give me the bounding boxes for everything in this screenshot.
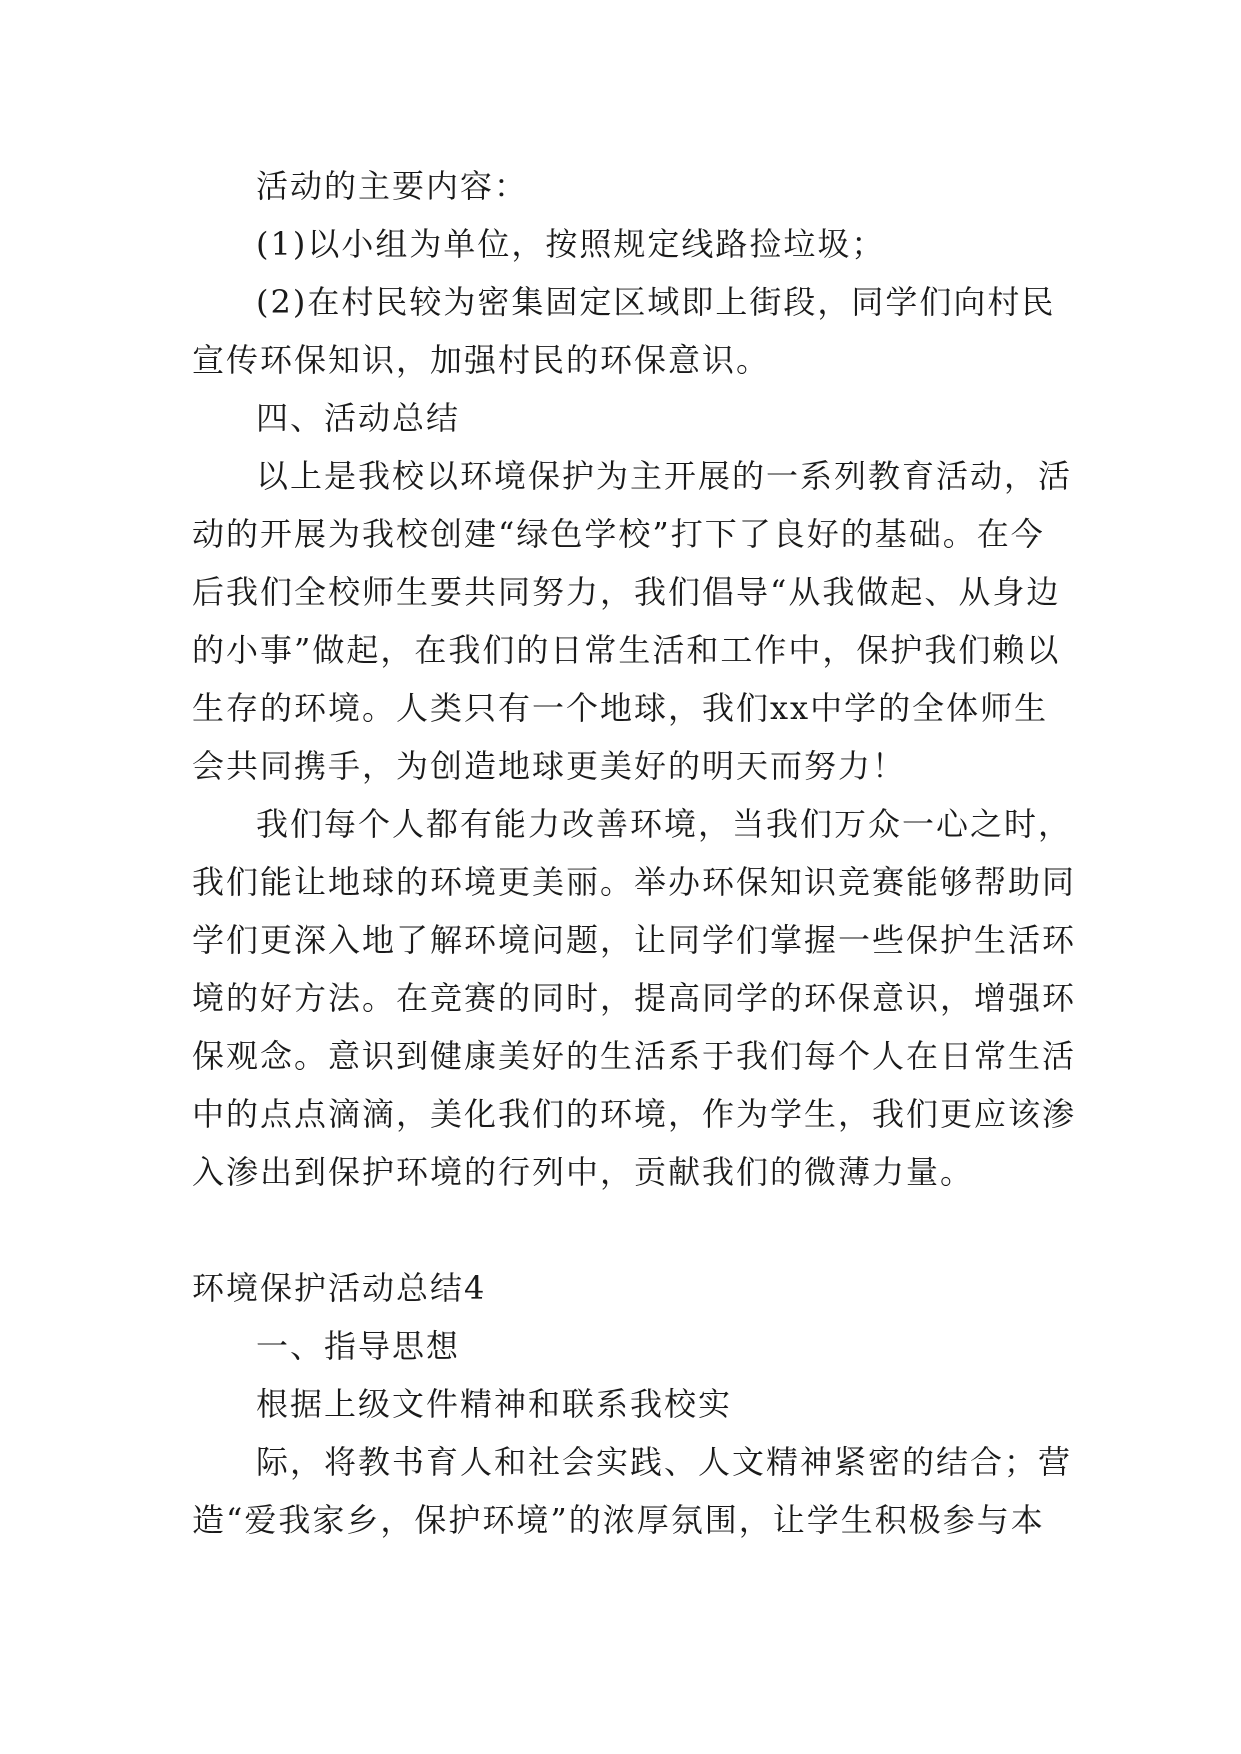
summary-paragraph-2-line-7: 入渗出到保护环境的行列中，贡献我们的微薄力量。: [192, 1153, 975, 1191]
article-title: 环境保护活动总结4: [192, 1269, 487, 1307]
guiding-paragraph-2-line-1: 际，将教书育人和社会实践、人文精神紧密的结合；营: [256, 1443, 1073, 1481]
summary-paragraph-1-line-2: 动的开展为我校创建“绿色学校”打下了良好的基础。在今: [192, 515, 1045, 553]
summary-paragraph-1-line-4: 的小事”做起，在我们的日常生活和工作中，保护我们赖以: [192, 631, 1061, 669]
list-item-2-line-1: (2)在村民较为密集固定区域即上街段，同学们向村民: [256, 283, 1056, 321]
document-body: [192, 157, 1077, 1549]
summary-paragraph-2-line-1: 我们每个人都有能力改善环境，当我们万众一心之时，: [256, 805, 1073, 843]
summary-paragraph-2-line-4: 境的好方法。在竞赛的同时，提高同学的环保意识，增强环: [192, 979, 1077, 1017]
summary-paragraph-2-line-3: 学们更深入地了解环境问题，让同学们掌握一些保护生活环: [192, 921, 1077, 959]
list-item-1: (1)以小组为单位，按照规定线路捡垃圾；: [256, 225, 886, 263]
guiding-paragraph-1-line-1: 根据上级文件精神和联系我校实: [256, 1385, 733, 1423]
summary-paragraph-2-line-5: 保观念。意识到健康美好的生活系于我们每个人在日常生活: [192, 1037, 1077, 1075]
section-heading-main-content: 活动的主要内容：: [256, 167, 529, 205]
section-spacer: [192, 1201, 1058, 1259]
summary-paragraph-2-line-6: 中的点点滴滴，美化我们的环境，作为学生，我们更应该渗: [192, 1095, 1077, 1133]
section-heading-summary: 四、活动总结: [256, 399, 461, 437]
section-heading-guiding-thought: 一、指导思想: [256, 1327, 461, 1365]
guiding-paragraph-2-line-2: 造“爱我家乡，保护环境”的浓厚氛围，让学生积极参与本: [192, 1501, 1045, 1539]
summary-paragraph-2-line-2: 我们能让地球的环境更美丽。举办环保知识竞赛能够帮助同: [192, 863, 1077, 901]
summary-paragraph-1-line-1: 以上是我校以环境保护为主开展的一系列教育活动，活: [256, 457, 1073, 495]
summary-paragraph-1-line-6: 会共同携手，为创造地球更美好的明天而努力！: [192, 747, 907, 785]
summary-paragraph-1-line-3: 后我们全校师生要共同努力，我们倡导“从我做起、从身边: [192, 573, 1061, 611]
summary-paragraph-1-line-5: 生存的环境。人类只有一个地球，我们xx中学的全体师生: [192, 689, 1049, 727]
list-item-2-line-2: 宣传环保知识，加强村民的环保意识。: [192, 341, 771, 379]
